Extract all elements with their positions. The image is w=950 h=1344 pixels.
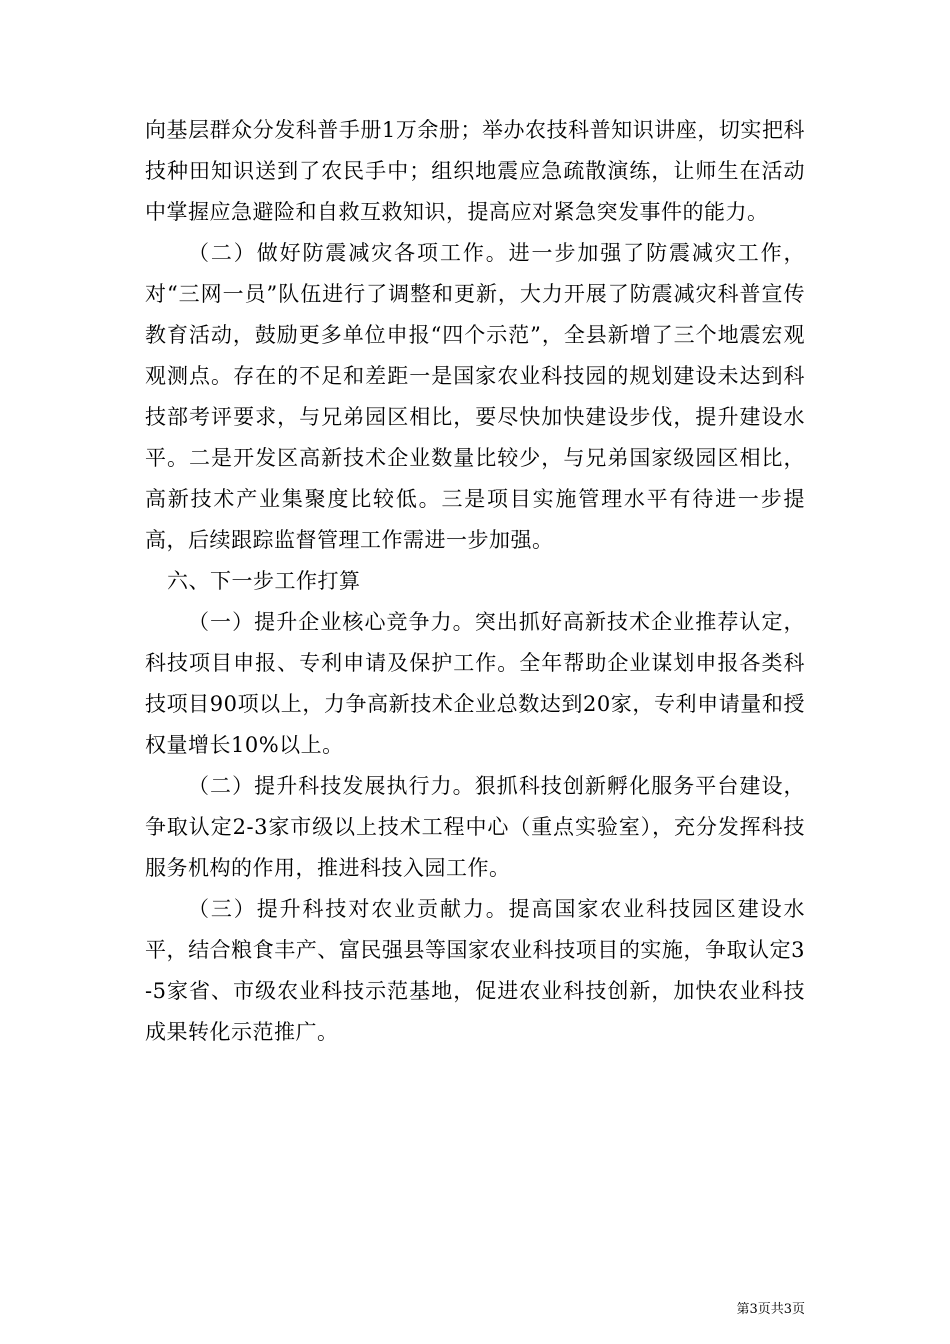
paragraph-continuation: 向基层群众分发科普手册1万余册；举办农技科普知识讲座，切实把科技种田知识送到了农民手中；组织地震应急疏散演练，让师生在活动中掌握应急避险和自救互救知识，提高应对紧急突发事件的能力。 <box>145 118 805 224</box>
paragraph-tech-execution: （二）提升科技发展执行力。狠抓科技创新孵化服务平台建设，争取认定2-3家市级以上技术工程中心（重点实验室），充分发挥科技服务机构的作用，推进科技入园工作。 <box>145 774 805 880</box>
paragraph-agriculture-contribution: （三）提升科技对农业贡献力。提高国家农业科技园区建设水平，结合粮食丰产、富民强县等国家农业科技项目的实施，争取认定3-5家省、市级农业科技示范基地，促进农业科技创新，加快农业科技成果转化示范推广。 <box>145 897 805 1044</box>
page-number-footer: 第3页共3页 <box>736 1302 805 1317</box>
section-heading-next-steps: 六、下一步工作打算 <box>167 569 361 593</box>
paragraph-earthquake-work: （二）做好防震减灾各项工作。进一步加强了防震减灾工作，对“三网一员”队伍进行了调整和更新，大力开展了防震减灾科普宣传教育活动，鼓励更多单位申报“四个示范”，全县新增了三个地震宏观观测点。存在的不足和差距一是国家农业科技园的规划建设未达到科技部考评要求，与兄弟园区相比，要尽快加快建设步伐，提升建设水平。二是开发区高新技术企业数量比较少，与兄弟国家级园区相比，高新技术产业集聚度比较低。三是项目实施管理水平有待进一步提高，后续跟踪监督管理工作需进一步加强。 <box>145 241 805 552</box>
document-body <box>145 110 805 1053</box>
paragraph-enterprise-competitiveness: （一）提升企业核心竞争力。突出抓好高新技术企业推荐认定，科技项目申报、专利申请及保护工作。全年帮助企业谋划申报各类科技项目90项以上，力争高新技术企业总数达到20家，专利申请量和授权量增长10%以上。 <box>145 610 805 757</box>
